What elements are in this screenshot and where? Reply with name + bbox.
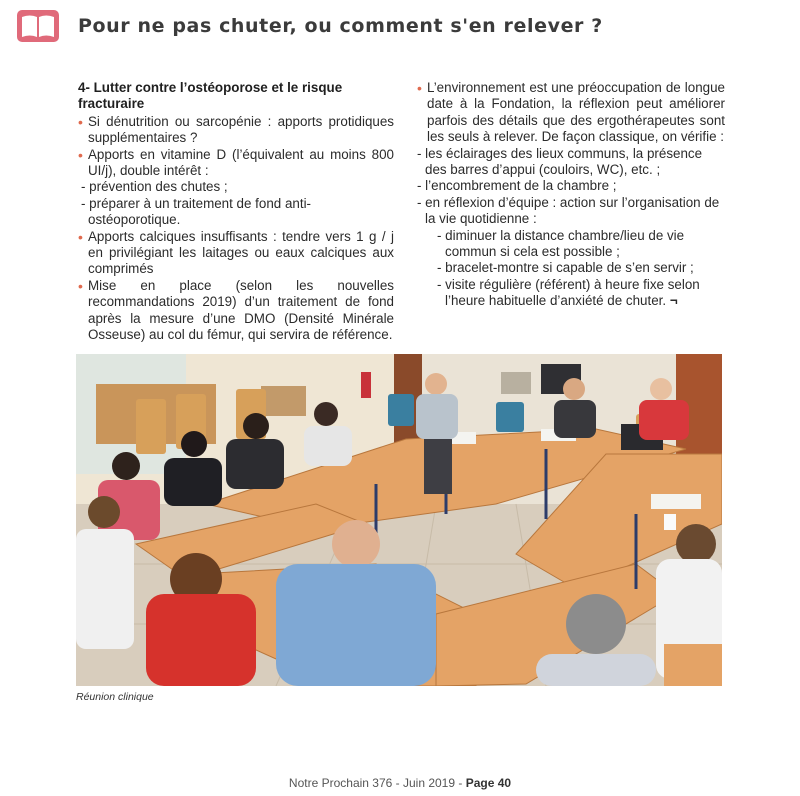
sub-item-regular-visit xyxy=(417,277,725,310)
environment-intro: • L’environnement est une préoccupation de longue date à la Fondation, la réflexion peut améliorer parfois des détails que des ergothérapeutes sont les seuls à relever. De façon classique, on vérifie : xyxy=(417,80,725,146)
regular-visit-text: - visite régulière (référent) à heure fixe selon l’heure habituelle d’anxiété de chuter. xyxy=(437,276,700,309)
bullet-calcium: • Apports calciques insuffisants : tendre vers 1 g / j en privilégiant les laitages ou eaux calciques aux comprimés xyxy=(78,229,394,278)
page-number: Page 40 xyxy=(465,776,512,790)
bullet-dmo-treatment: • Mise en place (selon les nouvelles recommandations 2019) d’un traitement de fond après la mesure d’une DMO (Densité Minérale Osseuse) au col du fémur, qui servira de référence. xyxy=(78,278,394,344)
open-book-icon xyxy=(16,9,60,43)
sub-item-bracelet-watch: - bracelet-montre si capable de s’en servir ; xyxy=(437,260,694,276)
page-header xyxy=(16,8,603,44)
list-item-team-reflection: - en réflexion d’équipe : action sur l’organisation de la vie quotidienne : xyxy=(417,194,720,227)
publication-info: Notre Prochain 376 - Juin 2019 - xyxy=(288,776,463,790)
bullet-vitamin-d: • Apports en vitamine D (l’équivalent au moins 800 UI/j), double intérêt : xyxy=(78,147,394,180)
page-title: Pour ne pas chuter, ou comment s'en relever ? xyxy=(78,15,603,37)
end-of-article-mark: ¬ xyxy=(669,293,678,309)
sub-item-distance: - diminuer la distance chambre/lieu de vie commun si cela est possible ; xyxy=(437,227,685,260)
sub-item-background-treatment: - préparer à un traitement de fond anti-ostéoporotique. xyxy=(81,195,312,228)
section-heading-osteoporosis: 4- Lutter contre l’ostéoporose et le risque fracturaire xyxy=(78,80,343,112)
list-item-room-clutter: - l’encombrement de la chambre ; xyxy=(417,178,617,194)
list-item-lighting: - les éclairages des lieux communs, la présence des barres d’appui (couloirs, WC), etc. ; xyxy=(417,145,703,178)
meeting-photo xyxy=(76,354,722,686)
right-column xyxy=(417,80,725,310)
sub-item-fall-prevention: - prévention des chutes ; xyxy=(81,179,228,195)
photo-caption: Réunion clinique xyxy=(76,691,154,703)
page-footer xyxy=(0,776,800,790)
bullet-denutrition: • Si dénutrition ou sarcopénie : apports protidiques supplémentaires ? xyxy=(78,114,394,147)
meeting-photo-illustration xyxy=(76,354,722,686)
